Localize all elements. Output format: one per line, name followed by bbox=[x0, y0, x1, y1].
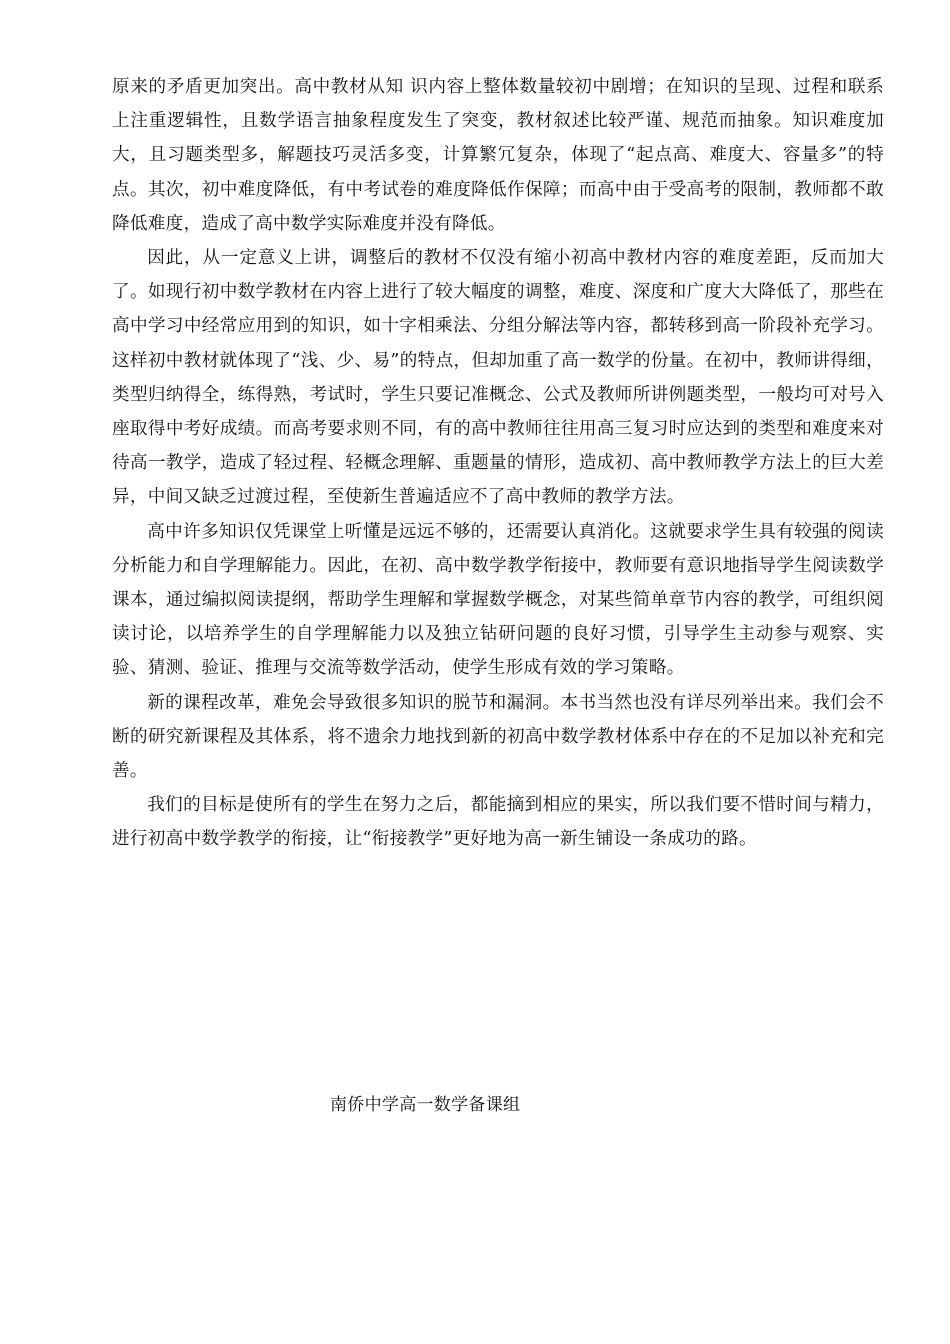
document-body bbox=[112, 70, 884, 857]
paragraph-curriculum-reform: 新的课程改革，难免会导致很多知识的脱节和漏洞。本书当然也没有详尽列举出来。我们会不断的研究新课程及其体系，将不遗余力地找到新的初高中数学教材体系中存在的不足加以补充和完善。 bbox=[112, 692, 884, 782]
paragraph-self-study: 高中许多知识仅凭课堂上听懂是远远不够的，还需要认真消化。这就要求学生具有较强的阅读分析能力和自学理解能力。因此，在初、高中数学教学衔接中，教师要有意识地指导学生阅读数学课本，通过编拟阅读提纲，帮助学生理解和掌握数学概念，对某些简单章节内容的教学，可组织阅读讨论，以培养学生的自学理解能力以及独立钻研问题的良好习惯，引导学生主动参与观察、实验、猜测、验证、推理与交流等数学活动，使学生形成有效的学习策略。 bbox=[112, 521, 884, 679]
paragraph-textbook-adjustment: 因此，从一定意义上讲，调整后的教材不仅没有缩小初高中教材内容的难度差距，反而加大了。如现行初中数学教材在内容上进行了较大幅度的调整，难度、深度和广度大大降低了，那些在高中学习中经常应用到的知识，如十字相乘法、分组分解法等内容，都转移到高一阶段补充学习。这样初中教材就体现了“浅、少、易”的特点，但却加重了高一数学的份量。在初中，教师讲得细，类型归纳得全，练得熟，考试时，学生只要记准概念、公式及教师所讲例题类型，一般均可对号入座取得中考好成绩。而高考要求则不同，有的高中教师往往用高三复习时应达到的类型和难度来对待高一教学，造成了轻过程、轻概念理解、重题量的情形，造成初、高中教师教学方法上的巨大差异，中间又缺乏过渡过程，至使新生普遍适应不了高中教师的教学方法。 bbox=[112, 248, 884, 508]
signature-group-name: 南侨中学高一数学备课组 bbox=[330, 1095, 521, 1115]
paragraph-goal: 我们的目标是使所有的学生在努力之后，都能摘到相应的果实，所以我们要不惜时间与精力，进行初高中数学教学的衔接，让“衔接教学”更好地为高一新生铺设一条成功的路。 bbox=[112, 795, 884, 850]
paragraph-continued: 原来的矛盾更加突出。高中教材从知 识内容上整体数量较初中剧增；在知识的呈现、过程和联系上注重逻辑性，且数学语言抽象程度发生了突变，教材叙述比较严谨、规范而抽象。知识难度加大，且习题类型多，解题技巧灵活多变，计算繁冗复杂，体现了“起点高、难度大、容量多”的特点。其次，初中难度降低，有中考试卷的难度降低作保障；而高中由于受高考的限制，教师都不敢降低难度，造成了高中数学实际难度并没有降低。 bbox=[112, 77, 884, 234]
